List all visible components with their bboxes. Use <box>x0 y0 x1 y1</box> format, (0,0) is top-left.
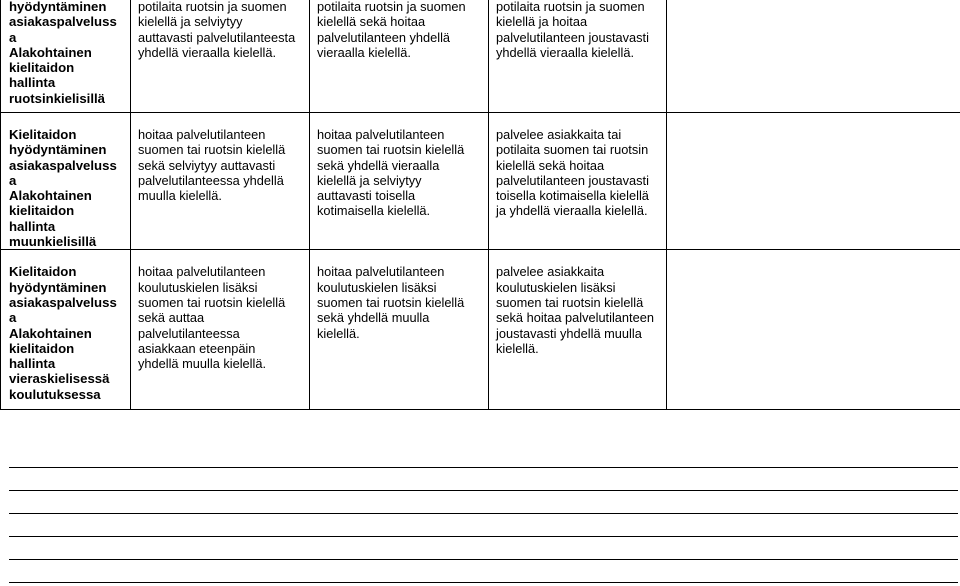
fill-in-line <box>9 536 958 537</box>
criteria-text: hoitaa palvelutilanteen suomen tai ruotsin kielellä sekä yhdellä vieraalla kielellä ja selviytyy auttavasti toisella kotimaisella kielellä. <box>317 127 465 219</box>
criteria-text: palvelee asiakkaita koulutuskielen lisäksi suomen tai ruotsin kielellä sekä hoitaa palvelutilanteen joustavasti yhdellä muulla kielellä. <box>496 264 654 356</box>
criteria-text: potilaita ruotsin ja suomen kielellä ja selviytyy auttavasti palvelutilanteesta yhdellä vieraalla kielellä. <box>138 0 296 60</box>
criteria-cell <box>489 113 667 250</box>
fill-in-line <box>9 582 958 583</box>
row-label: hyödyntäminen asiakaspalveluss a Alakohtainen kielitaidon hallinta ruotsinkielisillä <box>9 0 117 106</box>
empty-cell <box>667 250 960 410</box>
empty-cell <box>667 0 960 113</box>
criteria-cell <box>489 250 667 410</box>
criteria-text: hoitaa palvelutilanteen suomen tai ruotsin kielellä sekä selviytyy auttavasti palvelutilanteessa yhdellä muulla kielellä. <box>138 127 286 204</box>
criteria-cell <box>131 0 310 113</box>
fill-in-line <box>9 513 958 514</box>
fill-in-line <box>9 559 958 560</box>
empty-cell <box>667 113 960 250</box>
criteria-cell <box>310 113 489 250</box>
table-row <box>1 113 960 250</box>
criteria-text: palvelee asiakkaita tai potilaita suomen tai ruotsin kielellä sekä hoitaa palvelutilanteen joustavasti toisella kotimaisella kielellä ja yhdellä vieraalla kielellä. <box>496 127 649 219</box>
criteria-text: hoitaa palvelutilanteen koulutuskielen lisäksi suomen tai ruotsin kielellä sekä yhdellä muulla kielellä. <box>317 264 465 341</box>
criteria-cell <box>131 113 310 250</box>
criteria-cell <box>310 0 489 113</box>
criteria-text: potilaita ruotsin ja suomen kielellä ja hoitaa palvelutilanteen joustavasti yhdellä vieraalla kielellä. <box>496 0 649 60</box>
fill-in-line <box>9 467 958 468</box>
row-label-cell <box>1 250 131 410</box>
row-label-cell <box>1 0 131 113</box>
criteria-cell <box>310 250 489 410</box>
criteria-cell <box>489 0 667 113</box>
row-label: Kielitaidon hyödyntäminen asiakaspalveluss a Alakohtainen kielitaidon hallinta muunkielisillä <box>9 127 117 250</box>
table-row <box>1 250 960 410</box>
criteria-cell <box>131 250 310 410</box>
fill-in-line <box>9 490 958 491</box>
row-label-cell <box>1 113 131 250</box>
criteria-text: potilaita ruotsin ja suomen kielellä sekä hoitaa palvelutilanteen yhdellä vieraalla kielellä. <box>317 0 466 60</box>
row-label: Kielitaidon hyödyntäminen asiakaspalveluss a Alakohtainen kielitaidon hallinta vieraskielisessä koulutuksessa <box>9 264 117 402</box>
criteria-text: hoitaa palvelutilanteen koulutuskielen lisäksi suomen tai ruotsin kielellä sekä auttaa palvelutilanteessa asiakkaan eteenpäin yhdellä muulla kielellä. <box>138 264 286 372</box>
table-row <box>1 0 960 113</box>
